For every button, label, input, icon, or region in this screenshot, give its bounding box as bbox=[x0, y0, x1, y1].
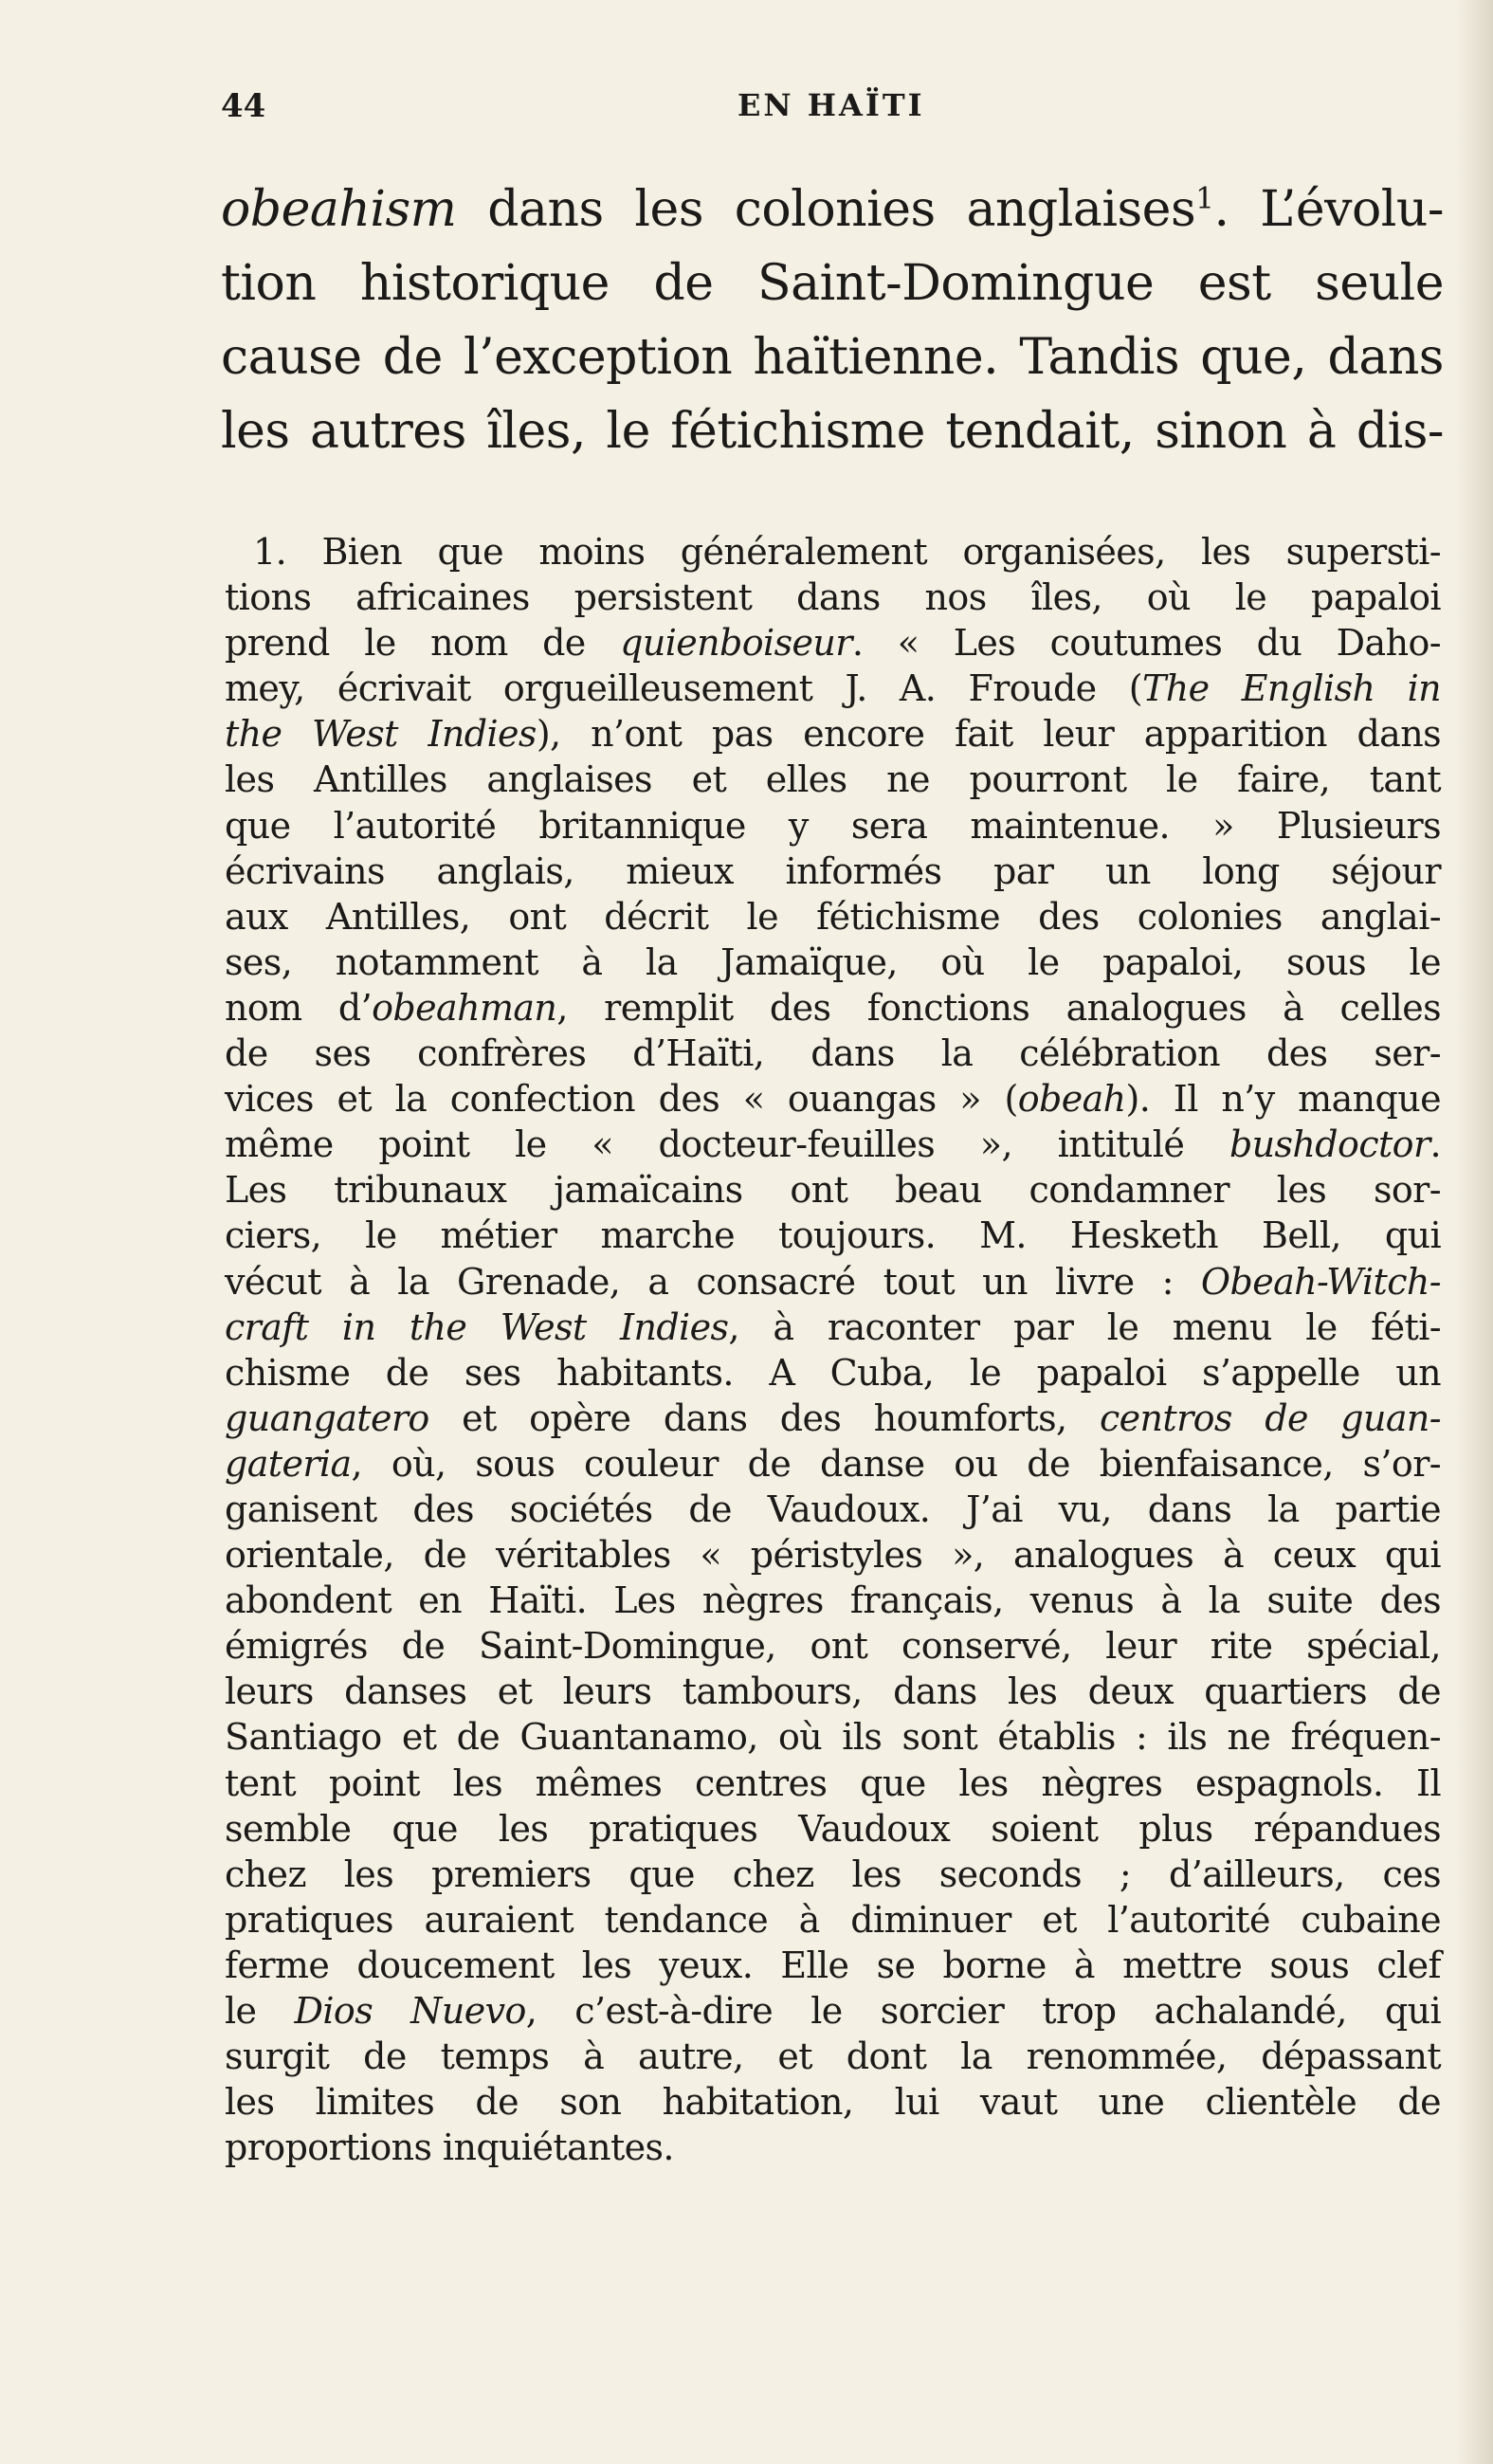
footnote-line: orientale, de véritables « péristyles », analogues à ceux qui bbox=[225, 1534, 1441, 1577]
main-text bbox=[221, 173, 1444, 468]
main-text-line-3: cause de l’exception haïtienne. Tandis que, dans bbox=[221, 329, 1444, 386]
footnote-line: guangatero et opère dans des houmforts, centros de guan- bbox=[225, 1396, 1442, 1439]
footnote-line: pratiques auraient tendance à diminuer et l’autorité cubaine bbox=[225, 1898, 1441, 1941]
footnote-line: Les tribunaux jamaïcains ont beau condamner les sor- bbox=[225, 1169, 1441, 1212]
footnote-line: leurs danses et leurs tambours, dans les deux quartiers de bbox=[225, 1670, 1441, 1713]
footnote-line: chez les premiers que chez les seconds ; d’ailleurs, ces bbox=[225, 1853, 1441, 1895]
footnote-line: vécut à la Grenade, a consacré tout un livre : Obeah-Witch- bbox=[225, 1260, 1441, 1303]
footnote-line: ferme doucement les yeux. Elle se borne à mettre sous clef bbox=[225, 1944, 1441, 1986]
running-head bbox=[221, 87, 1444, 140]
running-title: EN HAÏTI bbox=[737, 87, 925, 123]
footnote-line: surgit de temps à autre, et dont la renommée, dépassant bbox=[225, 2035, 1441, 2078]
footnote-line: vices et la confection des « ouangas » (obeah). Il n’y manque bbox=[225, 1078, 1441, 1121]
footnote-line: nom d’obeahman, remplit des fonctions analogues à celles bbox=[225, 986, 1441, 1029]
footnote-reference: 1 bbox=[1195, 181, 1214, 216]
footnote-line: craft in the West Indies, à raconter par le menu le féti- bbox=[225, 1305, 1441, 1348]
footnote-line: mey, écrivait orgueilleusement J. A. Froude (The English in bbox=[225, 667, 1441, 710]
footnote-line: les Antilles anglaises et elles ne pourront le faire, tant bbox=[225, 758, 1441, 801]
footnote bbox=[225, 529, 1441, 2170]
footnote-line: de ses confrères d’Haïti, dans la célébration des ser- bbox=[225, 1032, 1441, 1075]
footnote-line: aux Antilles, ont décrit le fétichisme des colonies anglai- bbox=[225, 895, 1441, 938]
footnote-line: tent point les mêmes centres que les nègres espagnols. Il bbox=[225, 1761, 1441, 1804]
footnote-line: que l’autorité britannique y sera maintenue. » Plusieurs bbox=[225, 804, 1441, 847]
footnote-line: 1. Bien que moins généralement organisées, les supersti- bbox=[253, 531, 1441, 573]
footnote-line: prend le nom de quienboiseur. « Les coutumes du Daho- bbox=[225, 622, 1441, 665]
footnote-line: proportions inquiétantes. bbox=[225, 2126, 674, 2169]
italic-term: obeahism bbox=[221, 181, 457, 238]
footnote-line: the West Indies), n’ont pas encore fait leur apparition dans bbox=[225, 713, 1441, 756]
footnote-line: abondent en Haïti. Les nègres français, venus à la suite des bbox=[225, 1579, 1441, 1622]
footnote-line: tions africaines persistent dans nos îles, où le papaloi bbox=[225, 576, 1441, 619]
footnote-line: émigrés de Saint-Domingue, ont conservé, leur rite spécial, bbox=[225, 1625, 1441, 1668]
main-text-line-1: obeahism dans les colonies anglaises$^1$. L’évolu- bbox=[221, 181, 1444, 238]
footnote-line: même point le « docteur-feuilles », intitulé bushdoctor. bbox=[225, 1123, 1441, 1166]
page-edge-shadow bbox=[1455, 0, 1493, 2464]
footnote-line: ciers, le métier marche toujours. M. Hesketh Bell, qui bbox=[225, 1214, 1441, 1257]
footnote-line: ses, notamment à la Jamaïque, où le papaloi, sous le bbox=[225, 940, 1441, 983]
footnote-line: les limites de son habitation, lui vaut une clientèle de bbox=[225, 2081, 1441, 2124]
main-text-line-4: les autres îles, le fétichisme tendait, sinon à dis- bbox=[221, 403, 1444, 460]
footnote-line: ganisent des sociétés de Vaudoux. J’ai vu, dans la partie bbox=[225, 1488, 1441, 1530]
page-number: 44 bbox=[221, 87, 266, 125]
main-text-line-2: tion historique de Saint-Domingue est seule bbox=[221, 255, 1444, 312]
footnote-line: écrivains anglais, mieux informés par un long séjour bbox=[225, 849, 1441, 892]
footnote-line: chisme de ses habitants. A Cuba, le papaloi s’appelle un bbox=[225, 1351, 1441, 1394]
footnote-line: gateria, où, sous couleur de danse ou de bienfaisance, s’or- bbox=[225, 1442, 1441, 1485]
footnote-line: Santiago et de Guantanamo, où ils sont établis : ils ne fréquen- bbox=[225, 1716, 1441, 1759]
footnote-line: semble que les pratiques Vaudoux soient plus répandues bbox=[225, 1807, 1441, 1850]
footnote-line: le Dios Nuevo, c’est-à-dire le sorcier trop achalandé, qui bbox=[225, 1990, 1442, 2032]
